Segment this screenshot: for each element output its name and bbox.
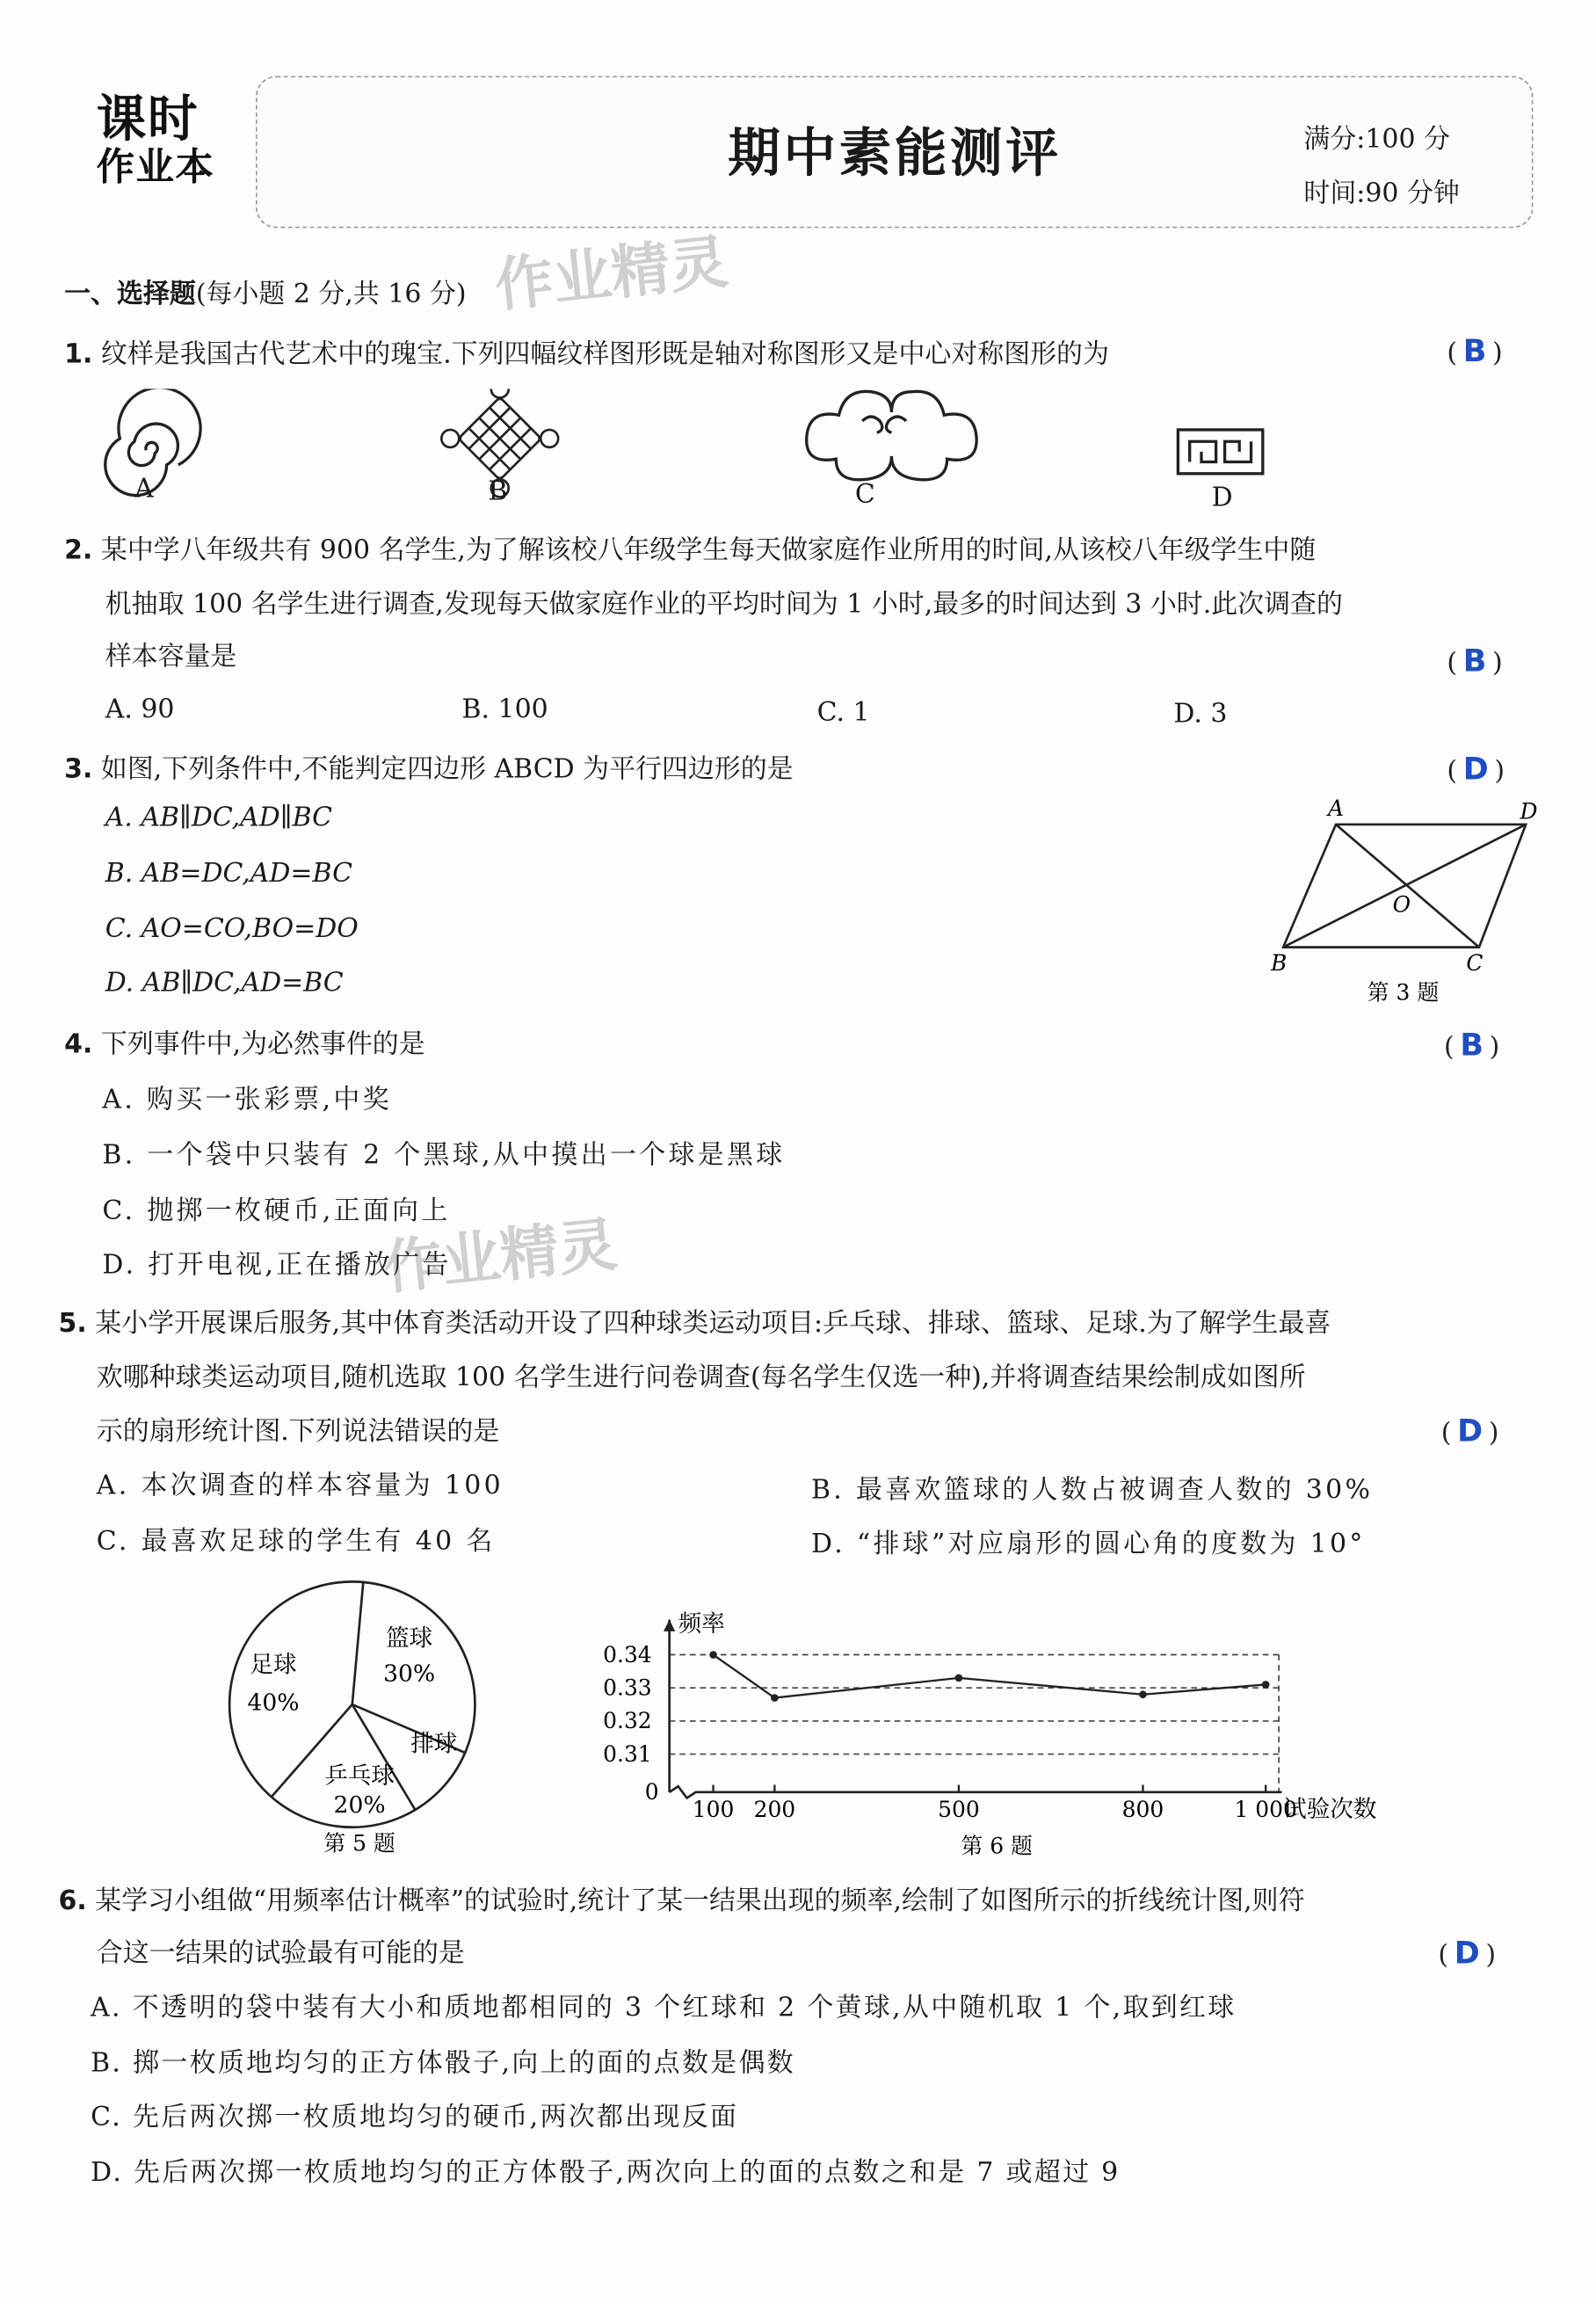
y-tick-label-0: 0.31	[603, 1740, 652, 1767]
question-6	[59, 1880, 1305, 1918]
section-title: 一、选择题	[64, 279, 196, 310]
option-5d: D. “排球”对应扇形的圆心角的度数为 10°	[810, 1529, 1366, 1560]
exam-time: 时间:90 分钟	[1303, 178, 1460, 209]
pattern-label-c: C	[854, 479, 875, 511]
answer-5: ( D )	[1440, 1413, 1499, 1449]
pie-value-basketball: 30%	[383, 1660, 436, 1688]
logo-line2: 作业本	[96, 146, 215, 191]
x-axis-label: 试验次数	[1283, 1796, 1377, 1824]
answer-2: ( B )	[1447, 643, 1503, 679]
y-axis-label: 频率	[678, 1609, 725, 1638]
option-5c: C. 最喜欢足球的学生有 40 名	[96, 1526, 496, 1558]
pie-label-football: 足球	[250, 1651, 297, 1679]
watermark-top: 作业精灵	[491, 229, 732, 321]
x-tick-label-3: 800	[1121, 1797, 1164, 1823]
option-3b: B. AB=DC,AD=BC	[105, 858, 352, 890]
data-point-3	[1139, 1690, 1147, 1698]
question-text: 纹样是我国古代艺术中的瑰宝.下列四幅纹样图形既是轴对称图形又是中心对称图形的为	[100, 338, 1109, 370]
pattern-label-d: D	[1211, 482, 1233, 513]
pie-chart	[219, 1564, 511, 1871]
option-3c: C. AO=CO,BO=DO	[105, 913, 359, 945]
vertex-label-b: B	[1270, 950, 1288, 977]
y-tick-label-3: 0.34	[603, 1641, 652, 1667]
option-4b: B. 一个袋中只装有 2 个黑球,从中摸出一个球是黑球	[102, 1140, 786, 1172]
pie-value-pingpong: 20%	[333, 1791, 386, 1820]
question-2-line-2: 机抽取 100 名学生进行调查,发现每天做家庭作业的平均时间为 1 小时,最多的时间达到 3 小时.此次调查的	[105, 589, 1343, 621]
answer-letter: D	[1454, 1935, 1480, 1971]
option-2a: A. 90	[105, 694, 175, 725]
pie-value-football: 40%	[247, 1689, 300, 1717]
question-6-line-2: 合这一结果的试验最有可能的是	[96, 1938, 465, 1970]
option-3a: A. AB∥DC,AD∥BC	[105, 802, 333, 833]
question-line-1: 某中学八年级共有 900 名学生,为了解该校八年级学生每天做家庭作业所用的时间,从该校八年级学生中随	[100, 534, 1317, 566]
vertex-label-c: C	[1466, 950, 1484, 977]
page-title: 期中素能测评	[728, 122, 1062, 185]
pie-label-basketball: 篮球	[386, 1624, 433, 1653]
question-1	[64, 333, 1109, 371]
data-point-4	[1262, 1681, 1270, 1689]
center-label-o: O	[1392, 891, 1411, 918]
y-tick-labels	[603, 1642, 652, 1767]
pie-label-pingpong: 乒乓球	[324, 1762, 395, 1790]
pattern-label-a: A	[134, 473, 154, 505]
option-6c: C. 先后两次掷一枚质地均匀的硬币,两次都出现反面	[91, 2102, 739, 2133]
answer-letter: D	[1462, 751, 1489, 787]
answer-4: ( B )	[1444, 1028, 1500, 1064]
option-6d: D. 先后两次掷一枚质地均匀的正方体骰子,两次向上的面的点数之和是 7 或超过 9	[91, 2157, 1121, 2189]
x-tick-label-2: 500	[938, 1797, 980, 1823]
data-point-2	[955, 1675, 963, 1682]
option-3d: D. AB∥DC,AD=BC	[105, 967, 344, 999]
x-tick-label-1: 200	[753, 1797, 796, 1823]
option-2c: C. 1	[816, 697, 870, 729]
question-text: 如图,下列条件中,不能判定四边形 ABCD 为平行四边形的是	[100, 754, 794, 786]
logo-line1: 课时	[96, 91, 200, 149]
answer-letter: B	[1460, 1028, 1484, 1064]
option-4c: C. 抛掷一枚硬币,正面向上	[102, 1195, 451, 1227]
option-5b: B. 最喜欢篮球的人数占被调查人数的 30%	[810, 1474, 1374, 1506]
question-5-line-3: 示的扇形统计图.下列说法错误的是	[96, 1416, 500, 1448]
data-point-0	[709, 1651, 717, 1659]
pattern-c-cloud-icon	[807, 391, 976, 479]
header-box	[256, 76, 1533, 228]
pie-caption: 第 5 题	[323, 1830, 395, 1856]
publisher-logo	[97, 93, 215, 190]
x-tick-label-4: 1 000	[1234, 1797, 1297, 1823]
diagonal-ac	[1336, 825, 1479, 948]
frequency-line	[714, 1655, 1266, 1698]
line-chart-grid	[670, 1655, 1279, 1792]
option-6a: A. 不透明的袋中装有大小和质地都相同的 3 个红球和 2 个黄球,从中随机取 1 个,取到红球	[91, 1992, 1237, 2023]
origin-label: 0	[644, 1779, 659, 1805]
answer-1: ( B )	[1447, 333, 1503, 369]
option-5a: A. 本次调查的样本容量为 100	[96, 1470, 504, 1501]
pattern-figures	[88, 389, 1287, 517]
question-number: 2.	[64, 534, 93, 566]
y-tick-label-2: 0.33	[603, 1675, 652, 1701]
question-number: 4.	[64, 1028, 93, 1060]
x-tick-label-0: 100	[692, 1797, 735, 1823]
vertex-label-a: A	[1327, 795, 1344, 821]
question-text: 下列事件中,为必然事件的是	[100, 1028, 425, 1060]
option-6b: B. 掷一枚质地均匀的正方体骰子,向上的面的点数是偶数	[91, 2047, 796, 2079]
question-5	[59, 1303, 1331, 1340]
pie-slice-1-boundary	[352, 1582, 364, 1704]
pie-label-volleyball: 排球	[410, 1730, 458, 1758]
answer-3: ( D )	[1447, 751, 1505, 787]
answer-6: ( D )	[1438, 1935, 1497, 1971]
section-heading	[64, 273, 466, 311]
section-note: (每小题 2 分,共 16 分)	[195, 279, 467, 310]
option-2d: D. 3	[1173, 698, 1228, 730]
x-tick-labels	[693, 1797, 1297, 1822]
option-4a: A. 购买一张彩票,中奖	[102, 1084, 392, 1115]
line-caption: 第 6 题	[961, 1833, 1033, 1859]
data-point-1	[771, 1694, 779, 1702]
full-score: 满分:100 分	[1303, 124, 1450, 156]
line-chart-axes	[664, 1620, 1281, 1798]
question-number: 3.	[64, 754, 93, 786]
watermark-middle: 作业精灵	[381, 1211, 620, 1304]
question-number: 6.	[58, 1885, 87, 1917]
question-number: 1.	[64, 338, 93, 370]
pattern-d-fret-icon	[1178, 430, 1262, 474]
exam-meta	[1303, 113, 1459, 221]
question-number: 5.	[58, 1308, 87, 1340]
question-5-line-2: 欢哪种球类运动项目,随机选取 100 名学生进行问卷调查(每名学生仅选一种),并将调查结果绘制成如图所	[96, 1362, 1306, 1393]
line-chart	[584, 1605, 1403, 1868]
question-2	[64, 529, 1316, 567]
pattern-label-b: B	[488, 476, 508, 508]
line-series	[709, 1651, 1269, 1702]
question-2-line-3: 样本容量是	[105, 642, 237, 672]
question-line-1: 某学习小组做“用频率估计概率”的试验时,统计了某一结果出现的频率,绘制了如图所示的折线统计图,则符	[95, 1885, 1305, 1917]
question-4	[64, 1023, 425, 1061]
option-2b: B. 100	[461, 694, 548, 725]
y-tick-label-1: 0.32	[603, 1708, 652, 1734]
diagonal-bd	[1283, 825, 1526, 948]
parallelogram-figure	[1260, 792, 1553, 1011]
question-line-1: 某小学开展课后服务,其中体育类活动开设了四种球类运动项目:乒乓球、排球、篮球、足球.为了解学生最喜	[95, 1308, 1331, 1340]
question-3	[64, 748, 793, 786]
answer-letter: D	[1457, 1413, 1484, 1449]
vertex-label-d: D	[1520, 798, 1538, 825]
answer-letter: B	[1462, 333, 1487, 369]
option-4d: D. 打开电视,正在播放广告	[102, 1249, 452, 1281]
answer-letter: B	[1462, 643, 1487, 679]
figure-caption: 第 3 题	[1367, 979, 1440, 1006]
y-axis-arrow	[664, 1620, 675, 1631]
